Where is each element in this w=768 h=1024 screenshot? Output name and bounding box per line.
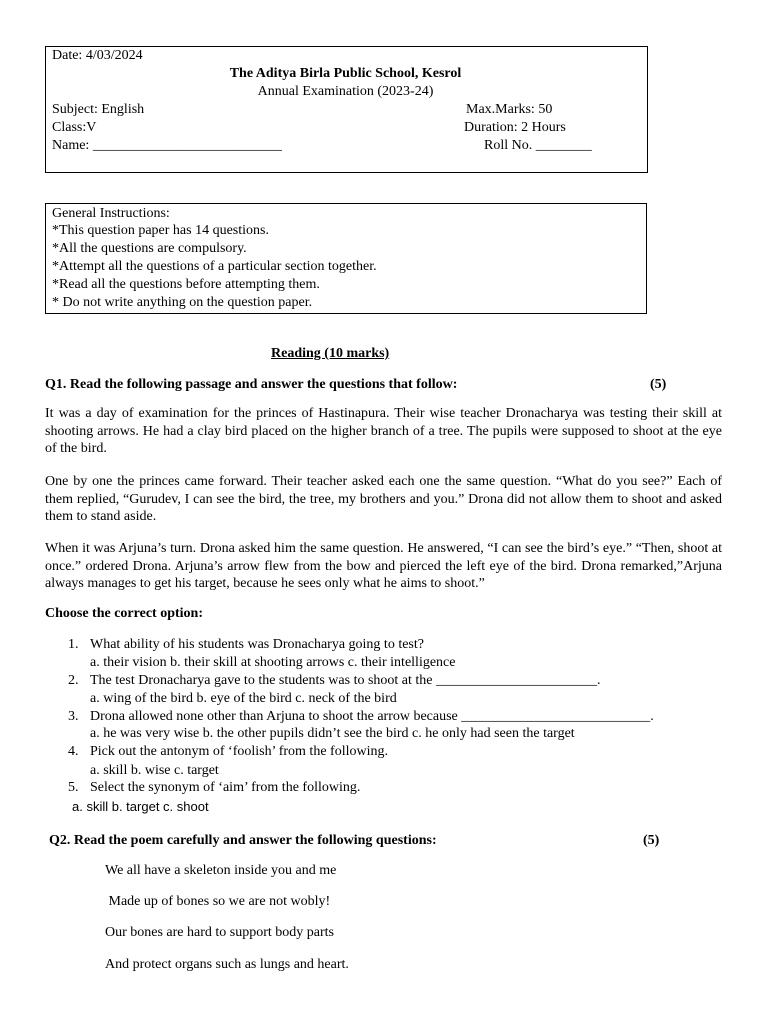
question-options: a. wing of the bird b. eye of the bird c. neck of the bird <box>90 691 397 706</box>
instruction-item: *Read all the questions before attempting them. <box>52 277 320 292</box>
passage-paragraph: When it was Arjuna’s turn. Drona asked him the same question. He answered, “I can see the bird’s eye.” “Then, shoot at once.” ordered Drona. Arjuna’s arrow flew from the bow and pierced the left eye of the bird. Drona remarked,”Arjuna always manages to get his target, because he sees only what he aims to shoot.” <box>45 541 722 591</box>
name-field: Name: ___________________________ <box>52 138 282 153</box>
question-number: 2. <box>68 673 79 688</box>
instruction-item: *This question paper has 14 questions. <box>52 223 269 238</box>
class-label: Class:V <box>52 120 97 135</box>
poem-line: Made up of bones so we are not wobly! <box>105 894 331 909</box>
exam-title: Annual Examination (2023-24) <box>257 84 434 99</box>
q1-marks: (5) <box>650 377 667 392</box>
q2-heading: Q2. Read the poem carefully and answer the following questions: <box>49 833 437 848</box>
passage-paragraph: One by one the princes came forward. Their teacher asked each one the same question. “What do you see?” Each of them replied, “Gurudev, I can see the bird, the tree, my brothers and you.” Drona did not allow them to shoot and asked them to stand aside. <box>45 474 722 524</box>
instruction-item: *Attempt all the questions of a particular section together. <box>52 259 377 274</box>
question-number: 5. <box>68 780 79 795</box>
question-text: Pick out the antonym of ‘foolish’ from the following. <box>90 744 388 759</box>
subject-label: Subject: English <box>52 102 145 117</box>
question-text: Select the synonym of ‘aim’ from the following. <box>90 780 361 795</box>
question-options: a. their vision b. their skill at shooting arrows c. their intelligence <box>90 655 456 670</box>
q1-heading: Q1. Read the following passage and answer the questions that follow: <box>45 377 458 392</box>
poem-line: We all have a skeleton inside you and me <box>105 863 337 878</box>
section-title: Reading (10 marks) <box>271 346 390 361</box>
passage-paragraph: It was a day of examination for the princes of Hastinapura. Their wise teacher Dronacharya was testing their skill at shooting arrows. He had a clay bird placed on the higher branch of a tree. The pupils were supposed to shoot at the eye of the bird. <box>45 406 722 456</box>
question-number: 3. <box>68 709 79 724</box>
school-name: The Aditya Birla Public School, Kesrol <box>229 66 462 81</box>
question-number: 1. <box>68 637 79 652</box>
max-marks-label: Max.Marks: 50 <box>466 102 553 117</box>
question-options: a. skill b. wise c. target <box>90 763 219 778</box>
q2-marks: (5) <box>643 833 660 848</box>
question-options: a. he was very wise b. the other pupils didn’t see the bird c. he only had seen the target <box>90 726 575 741</box>
question-text: What ability of his students was Dronacharya going to test? <box>90 637 424 652</box>
poem-line: And protect organs such as lungs and heart. <box>105 957 349 972</box>
instruction-item: *All the questions are compulsory. <box>52 241 247 256</box>
question-number: 4. <box>68 744 79 759</box>
instructions-title: General Instructions: <box>52 206 170 221</box>
question-text: The test Dronacharya gave to the students was to shoot at the _______________________. <box>90 673 601 688</box>
exam-date: Date: 4/03/2024 <box>52 48 143 63</box>
duration-label: Duration: 2 Hours <box>464 120 566 135</box>
roll-no-field: Roll No. ________ <box>484 138 592 153</box>
question-text: Drona allowed none other than Arjuna to shoot the arrow because ___________________________. <box>90 709 654 724</box>
instruction-item: * Do not write anything on the question paper. <box>52 295 313 310</box>
choose-label: Choose the correct option: <box>45 606 203 621</box>
poem-line: Our bones are hard to support body parts <box>105 925 335 940</box>
question-options: a. skill b. target c. shoot <box>72 799 209 814</box>
